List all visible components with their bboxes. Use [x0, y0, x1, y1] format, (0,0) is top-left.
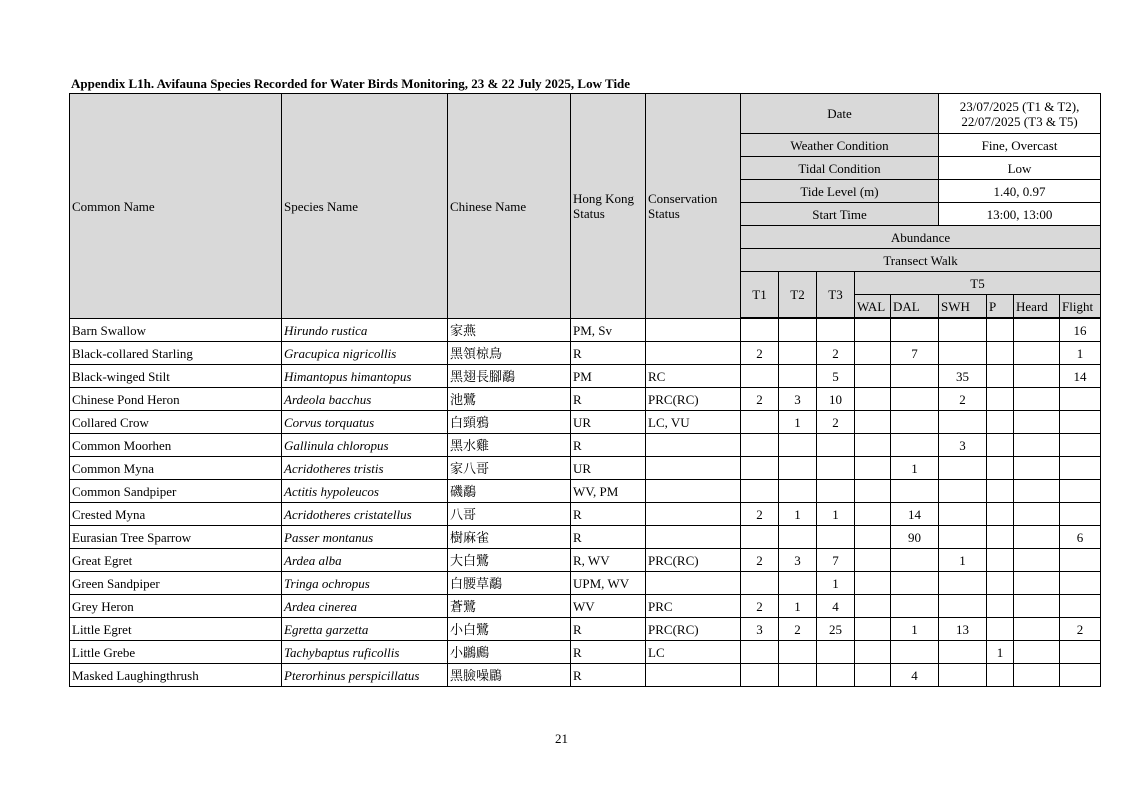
cell-heard [1014, 526, 1060, 549]
table-row [70, 457, 1101, 480]
cell-species-name: Egretta garzetta [282, 618, 448, 641]
cell-wal [855, 434, 891, 457]
cell-t1 [741, 641, 779, 664]
cell-common-name: Barn Swallow [70, 319, 282, 342]
cell-wal [855, 595, 891, 618]
cell-hk-status: PM, Sv [571, 319, 646, 342]
cell-chinese-name: 黑臉噪鶥 [448, 664, 571, 687]
cell-p [987, 595, 1014, 618]
cell-hk-status: UPM, WV [571, 572, 646, 595]
cell-conservation-status: PRC [646, 595, 741, 618]
cell-species-name: Gallinula chloropus [282, 434, 448, 457]
cell-swh [939, 503, 987, 526]
cell-species-name: Hirundo rustica [282, 319, 448, 342]
header-t5: T5 [855, 272, 1101, 295]
cell-t2 [779, 572, 817, 595]
cell-hk-status: R [571, 342, 646, 365]
cell-p [987, 572, 1014, 595]
table-row [70, 503, 1101, 526]
cell-common-name: Green Sandpiper [70, 572, 282, 595]
cell-wal [855, 618, 891, 641]
species-table [69, 93, 1101, 687]
cell-t1: 2 [741, 595, 779, 618]
cell-flight [1060, 549, 1101, 572]
cell-t1: 2 [741, 503, 779, 526]
cell-t1: 2 [741, 342, 779, 365]
cell-species-name: Gracupica nigricollis [282, 342, 448, 365]
cell-t3: 1 [817, 572, 855, 595]
header-tide-level-label: Tide Level (m) [741, 180, 939, 203]
cell-t3 [817, 480, 855, 503]
cell-flight: 16 [1060, 319, 1101, 342]
cell-conservation-status [646, 434, 741, 457]
cell-heard [1014, 664, 1060, 687]
cell-hk-status: R [571, 434, 646, 457]
cell-wal [855, 503, 891, 526]
cell-p [987, 365, 1014, 388]
cell-t1: 2 [741, 388, 779, 411]
cell-hk-status: R [571, 388, 646, 411]
header-weather-value: Fine, Overcast [939, 134, 1101, 157]
cell-t2 [779, 641, 817, 664]
cell-chinese-name: 小白鷺 [448, 618, 571, 641]
cell-flight: 2 [1060, 618, 1101, 641]
table-row [70, 572, 1101, 595]
header-dal: DAL [891, 295, 939, 318]
cell-chinese-name: 黑水雞 [448, 434, 571, 457]
cell-hk-status: PM [571, 365, 646, 388]
header-start-time-label: Start Time [741, 203, 939, 226]
cell-t2 [779, 480, 817, 503]
cell-conservation-status: PRC(RC) [646, 388, 741, 411]
table-row [70, 549, 1101, 572]
cell-hk-status: R [571, 618, 646, 641]
header-heard: Heard [1014, 295, 1060, 318]
cell-flight [1060, 595, 1101, 618]
cell-heard [1014, 411, 1060, 434]
cell-species-name: Tringa ochropus [282, 572, 448, 595]
cell-chinese-name: 樹麻雀 [448, 526, 571, 549]
cell-t2: 1 [779, 595, 817, 618]
cell-chinese-name: 黑翅長腳鷸 [448, 365, 571, 388]
cell-p [987, 503, 1014, 526]
cell-chinese-name: 池鷺 [448, 388, 571, 411]
cell-conservation-status [646, 319, 741, 342]
cell-t1 [741, 411, 779, 434]
cell-swh: 1 [939, 549, 987, 572]
header-hk-status: Hong Kong Status [571, 94, 646, 319]
cell-heard [1014, 503, 1060, 526]
cell-t2 [779, 365, 817, 388]
cell-flight [1060, 388, 1101, 411]
cell-swh: 3 [939, 434, 987, 457]
cell-species-name: Passer montanus [282, 526, 448, 549]
cell-hk-status: WV, PM [571, 480, 646, 503]
cell-p [987, 434, 1014, 457]
cell-flight [1060, 572, 1101, 595]
cell-dal [891, 434, 939, 457]
cell-p [987, 411, 1014, 434]
header-common-name: Common Name [70, 94, 282, 319]
cell-species-name: Acridotheres tristis [282, 457, 448, 480]
cell-conservation-status [646, 480, 741, 503]
cell-p [987, 664, 1014, 687]
cell-t2: 3 [779, 388, 817, 411]
cell-t3: 5 [817, 365, 855, 388]
cell-chinese-name: 家燕 [448, 319, 571, 342]
header-conservation-status: Conservation Status [646, 94, 741, 319]
cell-t2 [779, 342, 817, 365]
table-row [70, 641, 1101, 664]
cell-p: 1 [987, 641, 1014, 664]
cell-species-name: Corvus torquatus [282, 411, 448, 434]
cell-dal: 1 [891, 457, 939, 480]
cell-swh: 35 [939, 365, 987, 388]
header-date-label: Date [741, 94, 939, 134]
cell-t1 [741, 434, 779, 457]
species-rows [70, 319, 1101, 687]
header-p: P [987, 295, 1014, 318]
cell-p [987, 319, 1014, 342]
cell-t3: 25 [817, 618, 855, 641]
table-row [70, 365, 1101, 388]
header-t2: T2 [779, 272, 817, 318]
cell-common-name: Eurasian Tree Sparrow [70, 526, 282, 549]
cell-t3 [817, 641, 855, 664]
cell-t3 [817, 664, 855, 687]
cell-dal: 7 [891, 342, 939, 365]
cell-t2 [779, 664, 817, 687]
cell-wal [855, 319, 891, 342]
cell-common-name: Great Egret [70, 549, 282, 572]
cell-swh [939, 572, 987, 595]
cell-hk-status: R [571, 641, 646, 664]
cell-p [987, 457, 1014, 480]
cell-t2 [779, 319, 817, 342]
cell-chinese-name: 白腰草鷸 [448, 572, 571, 595]
header-start-time-value: 13:00, 13:00 [939, 203, 1101, 226]
cell-common-name: Masked Laughingthrush [70, 664, 282, 687]
cell-t3: 1 [817, 503, 855, 526]
cell-heard [1014, 641, 1060, 664]
page-number: 21 [555, 731, 568, 746]
cell-heard [1014, 319, 1060, 342]
header-wal: WAL [855, 295, 891, 318]
cell-t3: 4 [817, 595, 855, 618]
header-t1: T1 [741, 272, 779, 318]
appendix-title: Appendix L1h. Avifauna Species Recorded for Water Birds Monitoring, 23 & 22 July 2025, Low Tide [71, 76, 631, 91]
cell-flight [1060, 503, 1101, 526]
cell-wal [855, 572, 891, 595]
cell-flight: 14 [1060, 365, 1101, 388]
cell-swh [939, 641, 987, 664]
cell-chinese-name: 黑領椋鳥 [448, 342, 571, 365]
cell-dal [891, 411, 939, 434]
cell-hk-status: UR [571, 411, 646, 434]
cell-heard [1014, 572, 1060, 595]
cell-common-name: Grey Heron [70, 595, 282, 618]
cell-common-name: Little Grebe [70, 641, 282, 664]
cell-t1 [741, 457, 779, 480]
cell-dal: 1 [891, 618, 939, 641]
cell-conservation-status: LC [646, 641, 741, 664]
cell-t3: 2 [817, 342, 855, 365]
cell-dal [891, 595, 939, 618]
table-row [70, 411, 1101, 434]
header-date-value: 23/07/2025 (T1 & T2), 22/07/2025 (T3 & T5) [939, 94, 1101, 134]
table-row [70, 342, 1101, 365]
cell-dal [891, 480, 939, 503]
header-flight: Flight [1060, 295, 1101, 318]
cell-flight [1060, 411, 1101, 434]
cell-p [987, 526, 1014, 549]
cell-common-name: Common Myna [70, 457, 282, 480]
cell-common-name: Black-winged Stilt [70, 365, 282, 388]
cell-t3 [817, 319, 855, 342]
header-transect-walk: Transect Walk [741, 249, 1101, 272]
cell-p [987, 342, 1014, 365]
cell-swh: 13 [939, 618, 987, 641]
cell-flight: 1 [1060, 342, 1101, 365]
header-chinese-name: Chinese Name [448, 94, 571, 319]
cell-t1 [741, 480, 779, 503]
cell-swh [939, 457, 987, 480]
cell-chinese-name: 白頸鴉 [448, 411, 571, 434]
cell-p [987, 388, 1014, 411]
header-abundance: Abundance [741, 226, 1101, 249]
cell-t3 [817, 526, 855, 549]
cell-swh: 2 [939, 388, 987, 411]
cell-t3: 7 [817, 549, 855, 572]
cell-common-name: Chinese Pond Heron [70, 388, 282, 411]
header-species-name: Species Name [282, 94, 448, 319]
cell-chinese-name: 磯鷸 [448, 480, 571, 503]
table-row [70, 388, 1101, 411]
cell-hk-status: R [571, 664, 646, 687]
cell-wal [855, 365, 891, 388]
cell-t1: 2 [741, 549, 779, 572]
cell-common-name: Common Moorhen [70, 434, 282, 457]
cell-conservation-status: PRC(RC) [646, 618, 741, 641]
cell-chinese-name: 小鸊鷉 [448, 641, 571, 664]
cell-t3: 2 [817, 411, 855, 434]
cell-conservation-status: RC [646, 365, 741, 388]
cell-heard [1014, 457, 1060, 480]
cell-conservation-status: LC, VU [646, 411, 741, 434]
cell-dal [891, 572, 939, 595]
cell-hk-status: R [571, 503, 646, 526]
cell-heard [1014, 618, 1060, 641]
cell-conservation-status [646, 342, 741, 365]
cell-t2 [779, 434, 817, 457]
cell-t3 [817, 434, 855, 457]
cell-t1 [741, 572, 779, 595]
cell-t1 [741, 526, 779, 549]
cell-species-name: Pterorhinus perspicillatus [282, 664, 448, 687]
table-row [70, 664, 1101, 687]
cell-species-name: Actitis hypoleucos [282, 480, 448, 503]
cell-p [987, 480, 1014, 503]
cell-flight [1060, 457, 1101, 480]
cell-p [987, 549, 1014, 572]
cell-flight [1060, 664, 1101, 687]
cell-flight: 6 [1060, 526, 1101, 549]
header-weather-label: Weather Condition [741, 134, 939, 157]
cell-common-name: Collared Crow [70, 411, 282, 434]
cell-t1 [741, 319, 779, 342]
cell-swh [939, 319, 987, 342]
cell-t2: 1 [779, 411, 817, 434]
cell-conservation-status [646, 503, 741, 526]
cell-hk-status: WV [571, 595, 646, 618]
cell-dal [891, 549, 939, 572]
cell-chinese-name: 蒼鷺 [448, 595, 571, 618]
cell-dal [891, 388, 939, 411]
header-t3: T3 [817, 272, 855, 318]
cell-chinese-name: 家八哥 [448, 457, 571, 480]
cell-dal: 14 [891, 503, 939, 526]
cell-conservation-status [646, 526, 741, 549]
cell-wal [855, 664, 891, 687]
cell-t1: 3 [741, 618, 779, 641]
cell-t2: 1 [779, 503, 817, 526]
cell-dal [891, 365, 939, 388]
cell-wal [855, 388, 891, 411]
cell-heard [1014, 365, 1060, 388]
cell-hk-status: R [571, 526, 646, 549]
cell-p [987, 618, 1014, 641]
cell-conservation-status [646, 457, 741, 480]
cell-dal [891, 641, 939, 664]
cell-species-name: Ardea cinerea [282, 595, 448, 618]
cell-wal [855, 342, 891, 365]
cell-wal [855, 457, 891, 480]
cell-heard [1014, 434, 1060, 457]
header-tide-level-value: 1.40, 0.97 [939, 180, 1101, 203]
cell-common-name: Crested Myna [70, 503, 282, 526]
cell-species-name: Himantopus himantopus [282, 365, 448, 388]
cell-swh [939, 480, 987, 503]
cell-wal [855, 549, 891, 572]
cell-conservation-status: PRC(RC) [646, 549, 741, 572]
header-tidal-label: Tidal Condition [741, 157, 939, 180]
table-row [70, 618, 1101, 641]
cell-heard [1014, 595, 1060, 618]
cell-t2: 2 [779, 618, 817, 641]
cell-species-name: Ardea alba [282, 549, 448, 572]
cell-wal [855, 641, 891, 664]
table-row [70, 480, 1101, 503]
cell-species-name: Ardeola bacchus [282, 388, 448, 411]
cell-wal [855, 411, 891, 434]
cell-dal: 4 [891, 664, 939, 687]
cell-dal: 90 [891, 526, 939, 549]
cell-flight [1060, 641, 1101, 664]
cell-heard [1014, 342, 1060, 365]
cell-heard [1014, 480, 1060, 503]
cell-swh [939, 526, 987, 549]
cell-wal [855, 526, 891, 549]
cell-wal [855, 480, 891, 503]
cell-conservation-status [646, 572, 741, 595]
table-row [70, 526, 1101, 549]
cell-common-name: Black-collared Starling [70, 342, 282, 365]
cell-heard [1014, 549, 1060, 572]
cell-hk-status: UR [571, 457, 646, 480]
cell-t3 [817, 457, 855, 480]
cell-flight [1060, 434, 1101, 457]
cell-t3: 10 [817, 388, 855, 411]
cell-dal [891, 319, 939, 342]
cell-swh [939, 342, 987, 365]
cell-flight [1060, 480, 1101, 503]
header-tidal-value: Low [939, 157, 1101, 180]
table-row [70, 434, 1101, 457]
cell-chinese-name: 八哥 [448, 503, 571, 526]
cell-swh [939, 411, 987, 434]
cell-common-name: Little Egret [70, 618, 282, 641]
cell-chinese-name: 大白鷺 [448, 549, 571, 572]
cell-t2 [779, 457, 817, 480]
cell-swh [939, 664, 987, 687]
cell-t1 [741, 664, 779, 687]
cell-common-name: Common Sandpiper [70, 480, 282, 503]
cell-t2: 3 [779, 549, 817, 572]
table-row [70, 595, 1101, 618]
cell-hk-status: R, WV [571, 549, 646, 572]
cell-swh [939, 595, 987, 618]
header-swh: SWH [939, 295, 987, 318]
cell-t1 [741, 365, 779, 388]
cell-species-name: Acridotheres cristatellus [282, 503, 448, 526]
cell-heard [1014, 388, 1060, 411]
cell-t2 [779, 526, 817, 549]
cell-conservation-status [646, 664, 741, 687]
cell-species-name: Tachybaptus ruficollis [282, 641, 448, 664]
table-row [70, 319, 1101, 342]
